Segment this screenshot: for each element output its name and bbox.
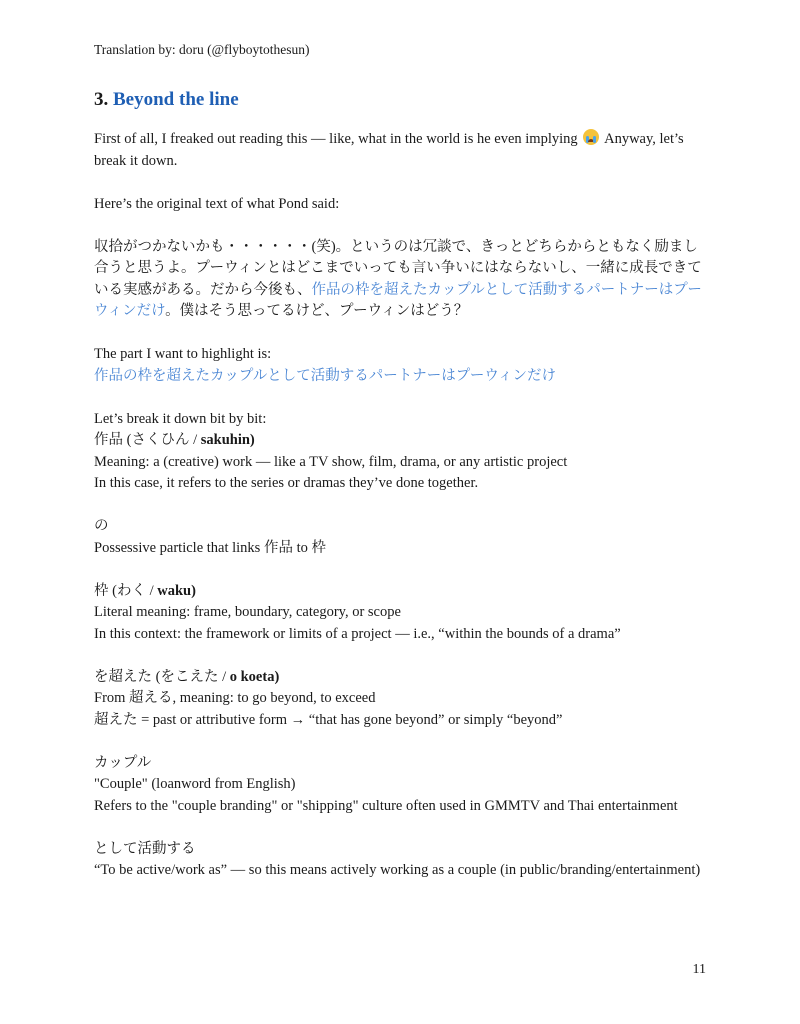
term-line: Possessive particle that links 作品 to 枠: [94, 539, 326, 556]
quote-part-2: 。僕はそう思ってるけど、プーウィンはどう？: [165, 303, 469, 319]
term-block-waku: [94, 581, 709, 646]
term-block-katsudou: [94, 839, 709, 882]
term-heading: [94, 667, 709, 689]
intro-text-end: Anyway, let’s break it down.: [94, 131, 684, 169]
term-line: “To be active/work as” — so this means actively working as a couple (in public/branding/entertainment): [94, 862, 701, 878]
term-block-koeta: [94, 667, 709, 732]
term-heading: [94, 581, 709, 603]
highlight-phrase: 作品の枠を超えたカップルとして活動するパートナーはプーウィンだけ: [94, 367, 556, 384]
term-line: Literal meaning: frame, boundary, category, or scope: [94, 604, 401, 620]
term-heading: [94, 516, 709, 538]
intro-text-start: First of all, I freaked out reading this — like, what in the world is he even implying: [94, 131, 578, 147]
term-line: 超えた = past or attributive form → “that has gone beyond” or simply “beyond”: [94, 711, 563, 728]
term-heading: [94, 839, 709, 861]
document-body: [94, 129, 709, 882]
term-line: In this context: the framework or limits of a project — i.e., “within the bounds of a drama”: [94, 625, 621, 642]
term-word: を超えた (をこえた /: [94, 668, 230, 685]
term-romaji: waku): [157, 582, 196, 599]
crying-face-icon: [583, 129, 599, 145]
section-title: Beyond the line: [113, 89, 239, 110]
section-number: 3.: [94, 89, 109, 110]
page-number: 11: [692, 962, 706, 977]
original-text-label: Here’s the original text of what Pond said:: [94, 195, 340, 212]
term-word: 枠 (わく /: [94, 582, 158, 599]
term-block-sakuhin: [94, 430, 709, 495]
term-line: In this case, it refers to the series or dramas they’ve done together.: [94, 475, 479, 491]
intro-paragraph: [94, 129, 709, 172]
term-word: の: [94, 518, 109, 534]
term-word: 作品 (さくひん /: [94, 432, 201, 448]
highlight-label: The part I want to highlight is:: [94, 346, 272, 362]
breakdown-label: Let’s break it down bit by bit:: [94, 410, 267, 427]
term-heading: [94, 430, 709, 452]
quote-highlight: 作品の枠を超えたカップルとして活動するパートナーはプーウィンだけ: [94, 281, 702, 319]
term-block-couple: [94, 753, 709, 818]
original-japanese-quote: [94, 237, 709, 323]
translator-credit: Translation by: doru (@flyboytothesun): [94, 42, 310, 57]
term-block-no: [94, 516, 709, 559]
term-line: Meaning: a (creative) work — like a TV show, film, drama, or any artistic project: [94, 453, 568, 470]
term-word: として活動する: [94, 840, 196, 857]
term-line: From 超える, meaning: to go beyond, to exceed: [94, 690, 376, 706]
quote-part-1: 収拾がつかないかも・・・・・・(笑)。というのは冗談で、きっとどちらからともなく励まし合うと思うよ。プーウィンとはどこまでいっても言い争いにはならないし、一緒に成長できている実感がある。だから今後も、: [94, 238, 702, 298]
term-word: カップル: [94, 754, 152, 771]
term-line: "Couple" (loanword from English): [94, 776, 296, 792]
section-heading: [94, 88, 239, 112]
term-line: Refers to the "couple branding" or "shipping" culture often used in GMMTV and Thai entertainment: [94, 797, 678, 814]
term-romaji: o koeta): [229, 668, 280, 685]
term-romaji: sakuhin): [200, 432, 255, 448]
term-heading: [94, 753, 709, 775]
